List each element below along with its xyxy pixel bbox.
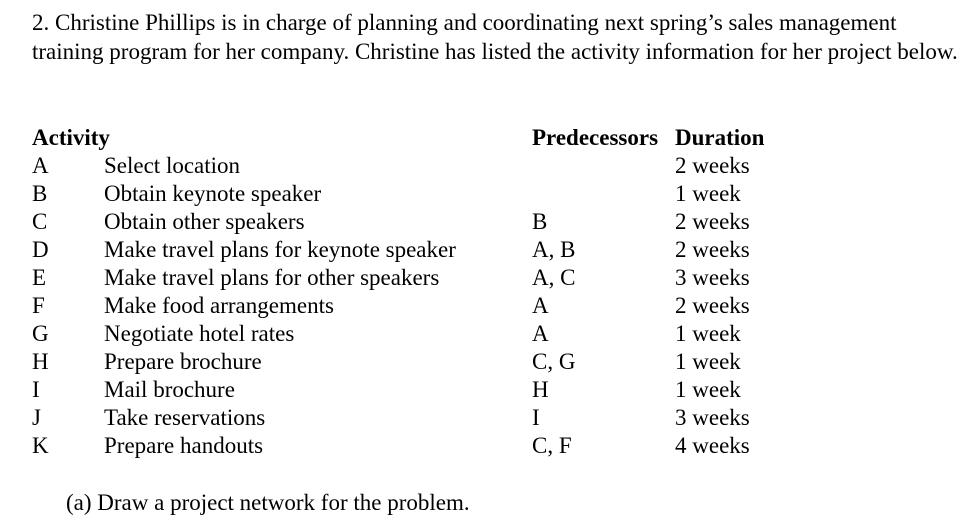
activity-duration: 3 weeks: [675, 265, 750, 290]
activity-duration: 2 weeks: [675, 153, 750, 178]
activity-description: Obtain keynote speaker: [104, 181, 322, 206]
activity-id: D: [32, 237, 49, 262]
activity-id: A: [32, 153, 49, 178]
table-row: [0, 236, 976, 264]
activity-duration: 2 weeks: [675, 237, 750, 262]
activity-predecessors: C, G: [532, 349, 576, 374]
table-row: [0, 180, 976, 208]
problem-intro: 2. Christine Phillips is in charge of planning and coordinating next spring’s sales management training program for her company. Christine has listed the activity information for her project below.: [32, 10, 958, 64]
table-row: [0, 348, 976, 376]
activity-description: Make food arrangements: [104, 293, 334, 318]
question-a: (a) Draw a project network for the problem.: [66, 490, 470, 515]
activity-description: Make travel plans for keynote speaker: [104, 237, 456, 262]
activity-description: Prepare brochure: [104, 349, 262, 374]
activity-id: C: [32, 209, 48, 234]
activity-duration: 4 weeks: [675, 433, 750, 458]
duration-column-header: Duration: [675, 125, 765, 150]
activity-duration: 1 week: [675, 321, 741, 346]
activity-description: Mail brochure: [104, 377, 235, 402]
activity-duration: 1 week: [675, 181, 741, 206]
activity-duration: 3 weeks: [675, 405, 750, 430]
table-row: [0, 152, 976, 180]
activity-table: [0, 124, 976, 460]
activity-id: B: [32, 181, 48, 206]
activity-predecessors: A, B: [532, 237, 576, 262]
activity-duration: 1 week: [675, 377, 741, 402]
activity-duration: 1 week: [675, 349, 741, 374]
activity-description: Take reservations: [104, 405, 266, 430]
activity-predecessors: A, C: [532, 265, 576, 290]
activity-id: G: [32, 321, 49, 346]
activity-id: I: [32, 377, 40, 402]
table-row: [0, 292, 976, 320]
activity-id: J: [32, 405, 41, 430]
activity-id: E: [32, 265, 47, 290]
activity-description: Select location: [104, 153, 241, 178]
activity-predecessors: I: [532, 405, 540, 430]
activity-predecessors: A: [532, 321, 549, 346]
activity-predecessors: H: [532, 377, 549, 402]
table-row: [0, 320, 976, 348]
table-row: [0, 404, 976, 432]
activity-id: F: [32, 293, 45, 318]
activity-id: H: [32, 349, 49, 374]
activity-duration: 2 weeks: [675, 209, 750, 234]
table-row: [0, 208, 976, 236]
activity-description: Negotiate hotel rates: [104, 321, 295, 346]
activity-id: K: [32, 433, 49, 458]
table-row: [0, 264, 976, 292]
activity-duration: 2 weeks: [675, 293, 750, 318]
activity-description: Obtain other speakers: [104, 209, 305, 234]
table-header-row: [0, 124, 976, 152]
table-row: [0, 376, 976, 404]
activity-description: Prepare handouts: [104, 433, 264, 458]
activity-description: Make travel plans for other speakers: [104, 265, 440, 290]
activity-column-header: Activity: [32, 125, 110, 150]
activity-predecessors: A: [532, 293, 549, 318]
table-row: [0, 432, 976, 460]
activity-predecessors: B: [532, 209, 548, 234]
predecessors-column-header: Predecessors: [532, 125, 659, 150]
activity-predecessors: C, F: [532, 433, 572, 458]
